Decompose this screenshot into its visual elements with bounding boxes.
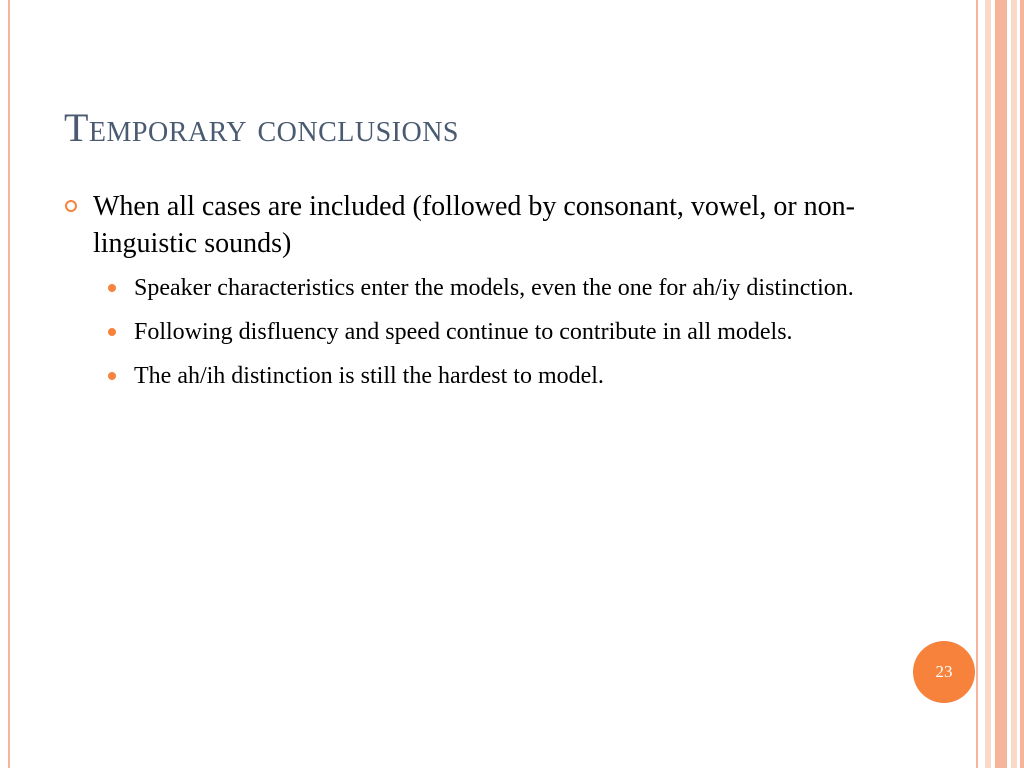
right-stripe-3 — [995, 0, 1007, 768]
right-stripe-4 — [1011, 0, 1017, 768]
slide-title: Temporary conclusions — [64, 105, 460, 150]
right-stripe-5 — [1020, 0, 1024, 768]
page-number-badge: 23 — [913, 641, 975, 703]
sub-bullet-text: Following disfluency and speed continue to contribute in all models. — [134, 319, 793, 345]
sub-bullet-list — [64, 272, 884, 393]
ring-bullet-icon — [65, 200, 77, 212]
sub-bullet-item — [93, 360, 884, 393]
sub-bullet-item — [93, 316, 884, 349]
dot-bullet-icon — [108, 328, 116, 336]
right-stripe-1 — [976, 0, 978, 768]
bullet-text: When all cases are included (followed by consonant, vowel, or non-linguistic sounds) — [93, 191, 855, 259]
right-stripe-2 — [985, 0, 991, 768]
left-border-line — [8, 0, 10, 768]
sub-bullet-item — [93, 272, 884, 305]
sub-bullet-text: The ah/ih distinction is still the hardest to model. — [134, 363, 604, 389]
bullet-item — [64, 188, 884, 262]
dot-bullet-icon — [108, 284, 116, 292]
sub-bullet-text: Speaker characteristics enter the models, even the one for ah/iy distinction. — [134, 275, 854, 301]
bullet-list — [64, 188, 884, 404]
dot-bullet-icon — [108, 372, 116, 380]
